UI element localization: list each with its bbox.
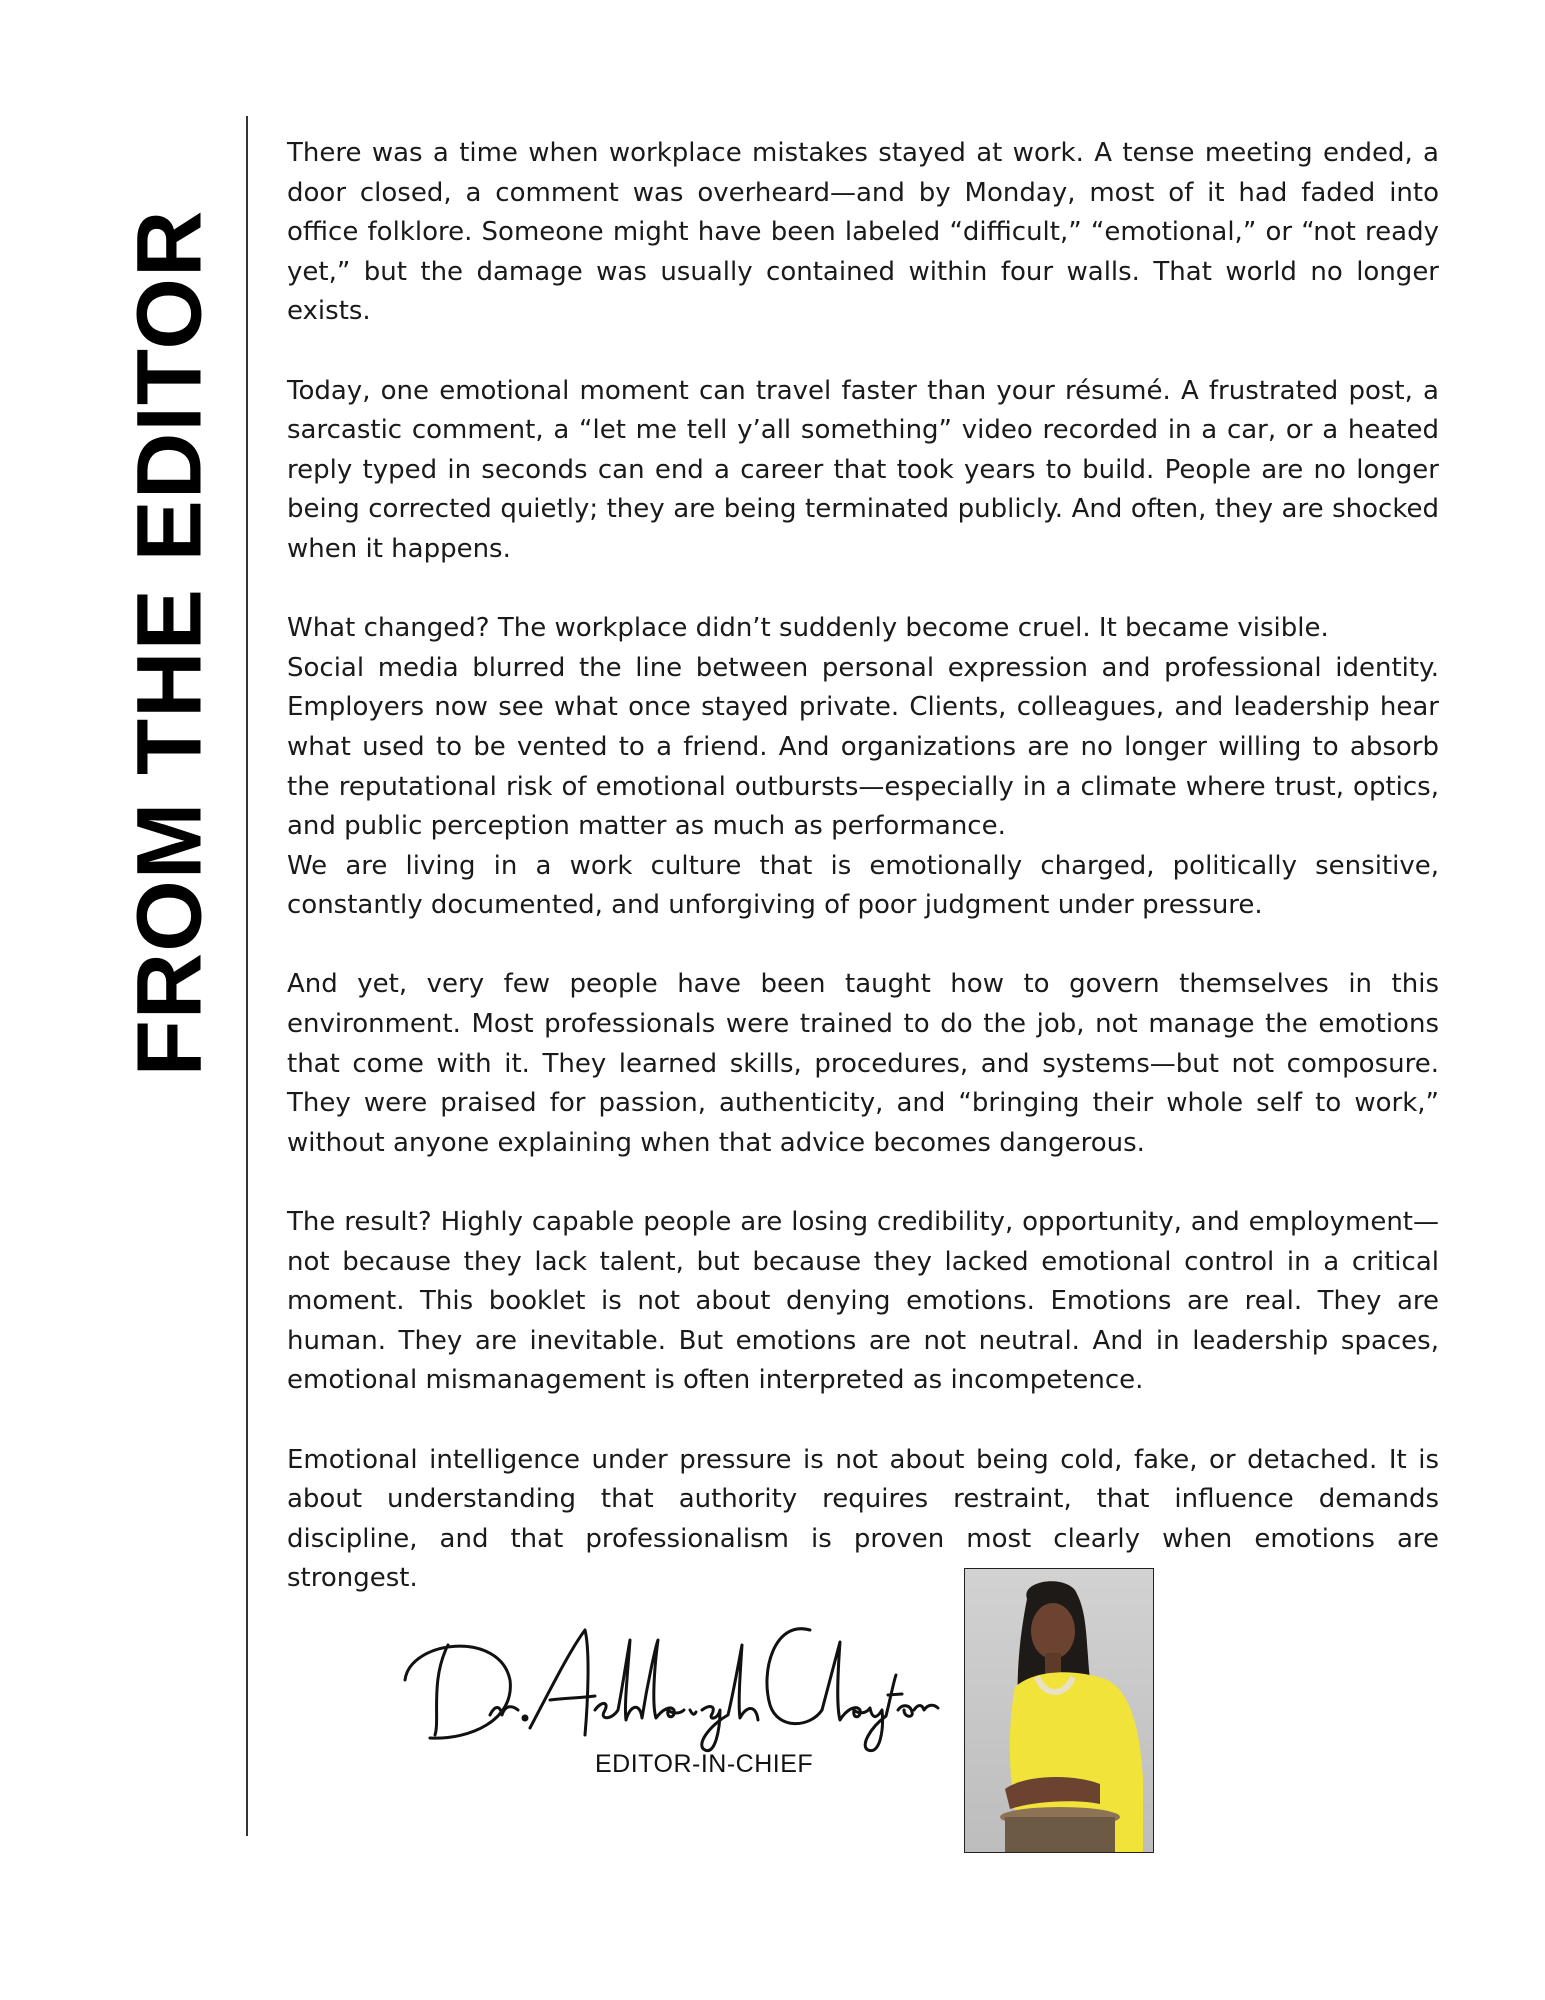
paragraph: Today, one emotional moment can travel faster than your résumé. A frustrated post, a sarcastic comment, a “let me tell y’all something” video recorded in a car, or a heated reply typed in seconds can end a career that took years to build. People are no longer being corrected quietly; they are being terminated publicly. And often, they are shocked when it happens. <box>287 375 1439 564</box>
paragraph: What changed? The workplace didn’t suddenly become cruel. It became visible. <box>287 613 1329 644</box>
paragraph: There was a time when workplace mistakes stayed at work. A tense meeting ended, a door closed, a comment was overheard—and by Monday, most of it had faded into office folklore. Someone might have been labeled “difficult,” “emotional,” or “not ready yet,” but the damage was usually contained within four walls. That world no longer exists. <box>287 138 1439 327</box>
portrait-illustration <box>965 1569 1153 1852</box>
page-title <box>118 143 221 1143</box>
editor-role: EDITOR-IN-CHIEF <box>595 1750 814 1778</box>
vertical-divider <box>246 116 248 1836</box>
paragraph: And yet, very few people have been taught how to govern themselves in this environment. Most professionals were trained to do the job, not manage the emotions that come with it. They learned skills, procedures, and systems—but not composure. They were praised for passion, authenticity, and “bringing their whole self to work,” without anyone explaining when that advice becomes dangerous. <box>287 969 1439 1158</box>
editor-portrait-photo <box>964 1568 1154 1853</box>
paragraph: Emotional intelligence under pressure is not about being cold, fake, or detached. It is about understanding that authority requires restraint, that influence demands discipline, and that professionalism is proven most clearly when emotions are strongest. <box>287 1444 1439 1594</box>
paragraph: Social media blurred the line between personal expression and professional identity. Employers now see what once stayed private. Clients, colleagues, and leadership hear what used to be vented to a friend. And organizations are no longer willing to absorb the reputational risk of emotional outbursts—especially in a climate where trust, optics, and public perception matter as much as performance. <box>287 652 1439 842</box>
signature-graphic <box>390 1610 950 1760</box>
editor-letter-body <box>287 134 1439 1599</box>
paragraph: We are living in a work culture that is emotionally charged, politically sensitive, constantly documented, and unforgiving of poor judgment under pressure. <box>287 850 1439 921</box>
paragraph: The result? Highly capable people are losing credibility, opportunity, and employment—not because they lack talent, but because they lacked emotional control in a critical moment. This booklet is not about denying emotions. Emotions are real. They are human. They are inevitable. But emotions are not neutral. And in leadership spaces, emotional mismanagement is often interpreted as incompetence. <box>287 1207 1439 1396</box>
page-title-text: FROM THE EDITOR <box>118 209 221 1077</box>
